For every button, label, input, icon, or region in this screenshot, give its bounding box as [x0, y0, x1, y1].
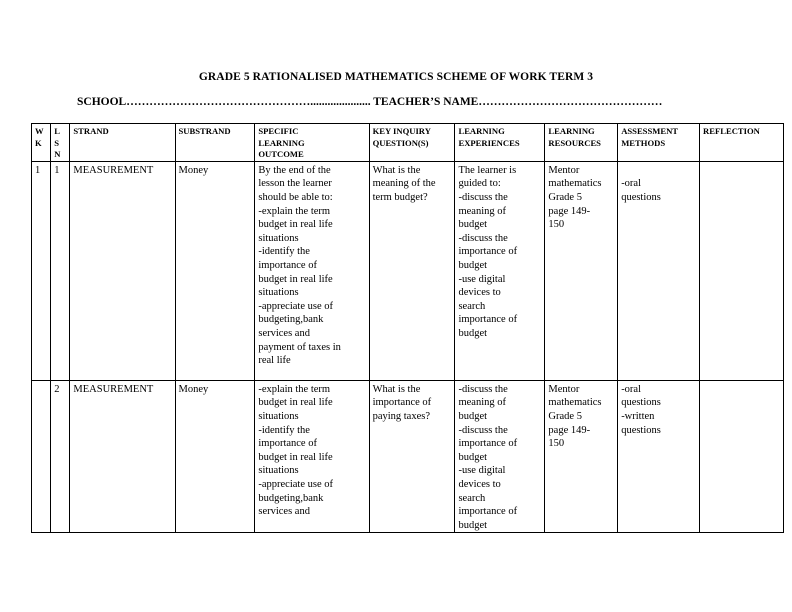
- cell-experiences: -discuss the meaning of budget -discuss the importance of budget -use digital devices to search importance of budget: [455, 380, 545, 533]
- header-outcome: SPECIFIC LEARNING OUTCOME: [255, 124, 369, 162]
- cell-substrand: Money: [175, 380, 255, 533]
- cell-wk: [32, 380, 51, 533]
- cell-lsn: 2: [51, 380, 70, 533]
- scheme-of-work-table: [31, 123, 784, 533]
- cell-question: What is the importance of paying taxes?: [369, 380, 455, 533]
- cell-resources: Mentor mathematics Grade 5 page 149- 150: [545, 380, 618, 533]
- header-row: [32, 124, 784, 162]
- header-wk: W K: [32, 124, 51, 162]
- header-assessment: ASSESSMENT METHODS: [618, 124, 700, 162]
- table-row: [32, 380, 784, 533]
- cell-lsn: 1: [51, 161, 70, 380]
- table-row: [32, 161, 784, 380]
- cell-experiences: The learner is guided to: -discuss the meaning of budget -discuss the importance of budget -use digital devices to search importance of budget: [455, 161, 545, 380]
- cell-assessment: -oral questions -written questions: [618, 380, 700, 533]
- cell-reflection: [700, 161, 784, 380]
- header-resources: LEARNING RESOURCES: [545, 124, 618, 162]
- header-experiences: LEARNING EXPERIENCES: [455, 124, 545, 162]
- header-reflection: REFLECTION: [700, 124, 784, 162]
- cell-wk: 1: [32, 161, 51, 380]
- header-strand: STRAND: [70, 124, 175, 162]
- cell-resources: Mentor mathematics Grade 5 page 149- 150: [545, 161, 618, 380]
- school-teacher-line: SCHOOL…………………………………………..................... TEACHER’S NAME…………………………………………: [77, 96, 663, 108]
- cell-question: What is the meaning of the term budget?: [369, 161, 455, 380]
- cell-outcome: -explain the term budget in real life situations -identify the importance of budget in real life situations -appreciate use of budgeting,bank services and: [255, 380, 369, 533]
- cell-strand: MEASUREMENT: [70, 380, 175, 533]
- cell-reflection: [700, 380, 784, 533]
- document-title: GRADE 5 RATIONALISED MATHEMATICS SCHEME OF WORK TERM 3: [198, 71, 594, 83]
- cell-assessment: -oral questions: [618, 161, 700, 380]
- cell-substrand: Money: [175, 161, 255, 380]
- header-substrand: SUBSTRAND: [175, 124, 255, 162]
- cell-outcome: By the end of the lesson the learner should be able to: -explain the term budget in real life situations -identify the importance of budget in real life situations -appreciate use of budgeting,bank services and payment of taxes in real life: [255, 161, 369, 380]
- header-question: KEY INQUIRY QUESTION(S): [369, 124, 455, 162]
- header-lsn: L S N: [51, 124, 70, 162]
- cell-strand: MEASUREMENT: [70, 161, 175, 380]
